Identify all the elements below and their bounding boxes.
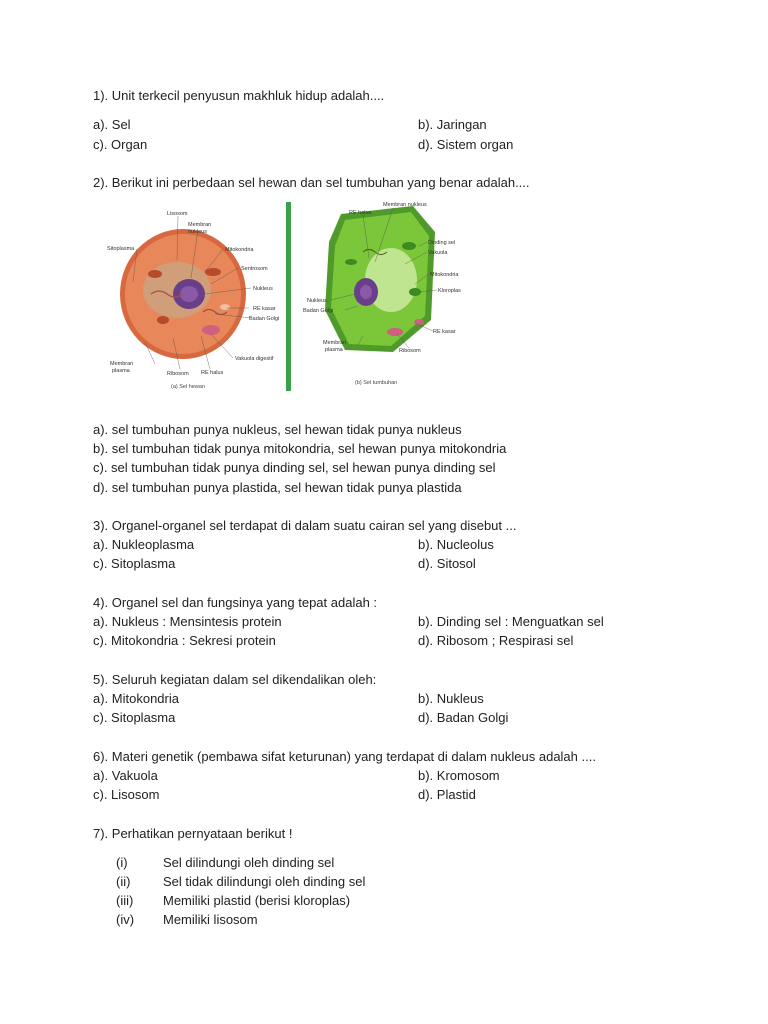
q7-statement-number: (i) (116, 855, 128, 870)
label-membran-nukleus-line1: Membran (188, 222, 212, 228)
q1-option-c: c). Organ (93, 137, 148, 152)
plant-label-vakuola: Vakuola (428, 250, 448, 256)
q7-statement-text: Sel tidak dilindungi oleh dinding sel (163, 874, 366, 889)
plant-cell-panel (291, 202, 480, 391)
plant-label-membran-nukleus: Membran nukleus (383, 202, 427, 208)
q2-option-b: b). sel tumbuhan tidak punya mitokondria, sel hewan punya mitokondria (93, 441, 507, 456)
plant-label-re-kasar: RE kasar (433, 329, 456, 335)
q1-option-a: a). Sel (93, 117, 131, 132)
label-vakuola-digestif: Vakuola digestif (235, 356, 274, 362)
plant-label-membran-plasma-line2: plasma (325, 347, 343, 353)
q4-option-d: d). Ribosom ; Respirasi sel (418, 633, 574, 648)
q7-statement-text: Memiliki lisosom (163, 912, 258, 927)
q6-option-a: a). Vakuola (93, 768, 158, 783)
animal-cell-panel (93, 202, 286, 391)
q5-option-d: d). Badan Golgi (418, 710, 509, 725)
q7-statement-number: (iv) (116, 912, 135, 927)
q3-option-c: c). Sitoplasma (93, 556, 176, 571)
q1-option-d: d). Sistem organ (418, 137, 514, 152)
q5-option-a: a). Mitokondria (93, 691, 179, 706)
q3-option-d: d). Sitosol (418, 556, 476, 571)
q4-option-b: b). Dinding sel : Menguatkan sel (418, 614, 604, 629)
label-re-halus: RE halus (201, 370, 224, 376)
label-badan-golgi: Badan Golgi (249, 316, 280, 322)
plant-label-nukleus: Nukleus (307, 298, 327, 304)
label-membran-plasma-line1: Membran (110, 361, 134, 367)
question-2: 2). Berikut ini perbedaan sel hewan dan sel tumbuhan yang benar adalah.... (93, 175, 530, 190)
label-nukleus: Nukleus (253, 286, 273, 292)
q7-statement-text: Memiliki plastid (berisi kloroplas) (163, 893, 351, 908)
q5-option-b: b). Nukleus (418, 691, 484, 706)
plant-cell-caption: (b) Sel tumbuhan (355, 380, 398, 386)
plant-label-kloroplas: Kloroplas (438, 288, 461, 294)
question-4: 4). Organel sel dan fungsinya yang tepat adalah : (93, 595, 378, 610)
q1-option-b: b). Jaringan (418, 117, 487, 132)
question-1: 1). Unit terkecil penyusun makhluk hidup adalah.... (93, 88, 385, 103)
question-6: 6). Materi genetik (pembawa sifat keturunan) yang terdapat di dalam nukleus adalah .... (93, 749, 596, 764)
animal-cell-caption: (a) Sel hewan (171, 384, 205, 390)
q2-option-a: a). sel tumbuhan punya nukleus, sel hewan tidak punya nukleus (93, 422, 462, 437)
q6-option-d: d). Plastid (418, 787, 476, 802)
q4-option-c: c). Mitokondria : Sekresi protein (93, 633, 276, 648)
label-mitokondria: Mitokondria (225, 247, 254, 253)
question-7: 7). Perhatikan pernyataan berikut ! (93, 826, 293, 841)
q6-option-c: c). Lisosom (93, 787, 160, 802)
cell-diagram (93, 202, 480, 391)
plant-label-membran-plasma-line1: Membran (323, 340, 347, 346)
label-re-kasar: RE kasar (253, 306, 276, 312)
q3-option-b: b). Nucleolus (418, 537, 494, 552)
label-membran-nukleus-line2: nukleus (188, 229, 207, 235)
label-lisosom: Lisosom (167, 211, 188, 217)
plant-label-mitokondria: Mitokondria (430, 272, 459, 278)
label-ribosom: Ribosom (167, 371, 189, 377)
q6-option-b: b). Kromosom (418, 768, 500, 783)
plant-label-badan-golgi: Badan Golgi (303, 308, 334, 314)
q2-option-d: d). sel tumbuhan punya plastida, sel hewan tidak punya plastida (93, 480, 462, 495)
label-membran-plasma-line2: plasma (112, 368, 130, 374)
question-5: 5). Seluruh kegiatan dalam sel dikendalikan oleh: (93, 672, 377, 687)
q5-option-c: c). Sitoplasma (93, 710, 176, 725)
plant-label-ribosom: Ribosom (399, 348, 421, 354)
panel-divider (286, 202, 291, 391)
q3-option-a: a). Nukleoplasma (93, 537, 195, 552)
q4-option-a: a). Nukleus : Mensintesis protein (93, 614, 282, 629)
q2-option-c: c). sel tumbuhan tidak punya dinding sel, sel hewan punya dinding sel (93, 460, 496, 475)
question-3: 3). Organel-organel sel terdapat di dalam suatu cairan sel yang disebut ... (93, 518, 517, 533)
plant-label-re-halus: RE halus (349, 210, 372, 216)
plant-label-dinding-sel: Dinding sel (428, 240, 456, 246)
q7-statement-text: Sel dilindungi oleh dinding sel (163, 855, 335, 870)
q7-statement-number: (iii) (116, 893, 134, 908)
label-sentrosom: Sentrosom (241, 266, 268, 272)
q7-statement-number: (ii) (116, 874, 131, 889)
label-sitoplasma: Sitoplasma (107, 246, 135, 252)
